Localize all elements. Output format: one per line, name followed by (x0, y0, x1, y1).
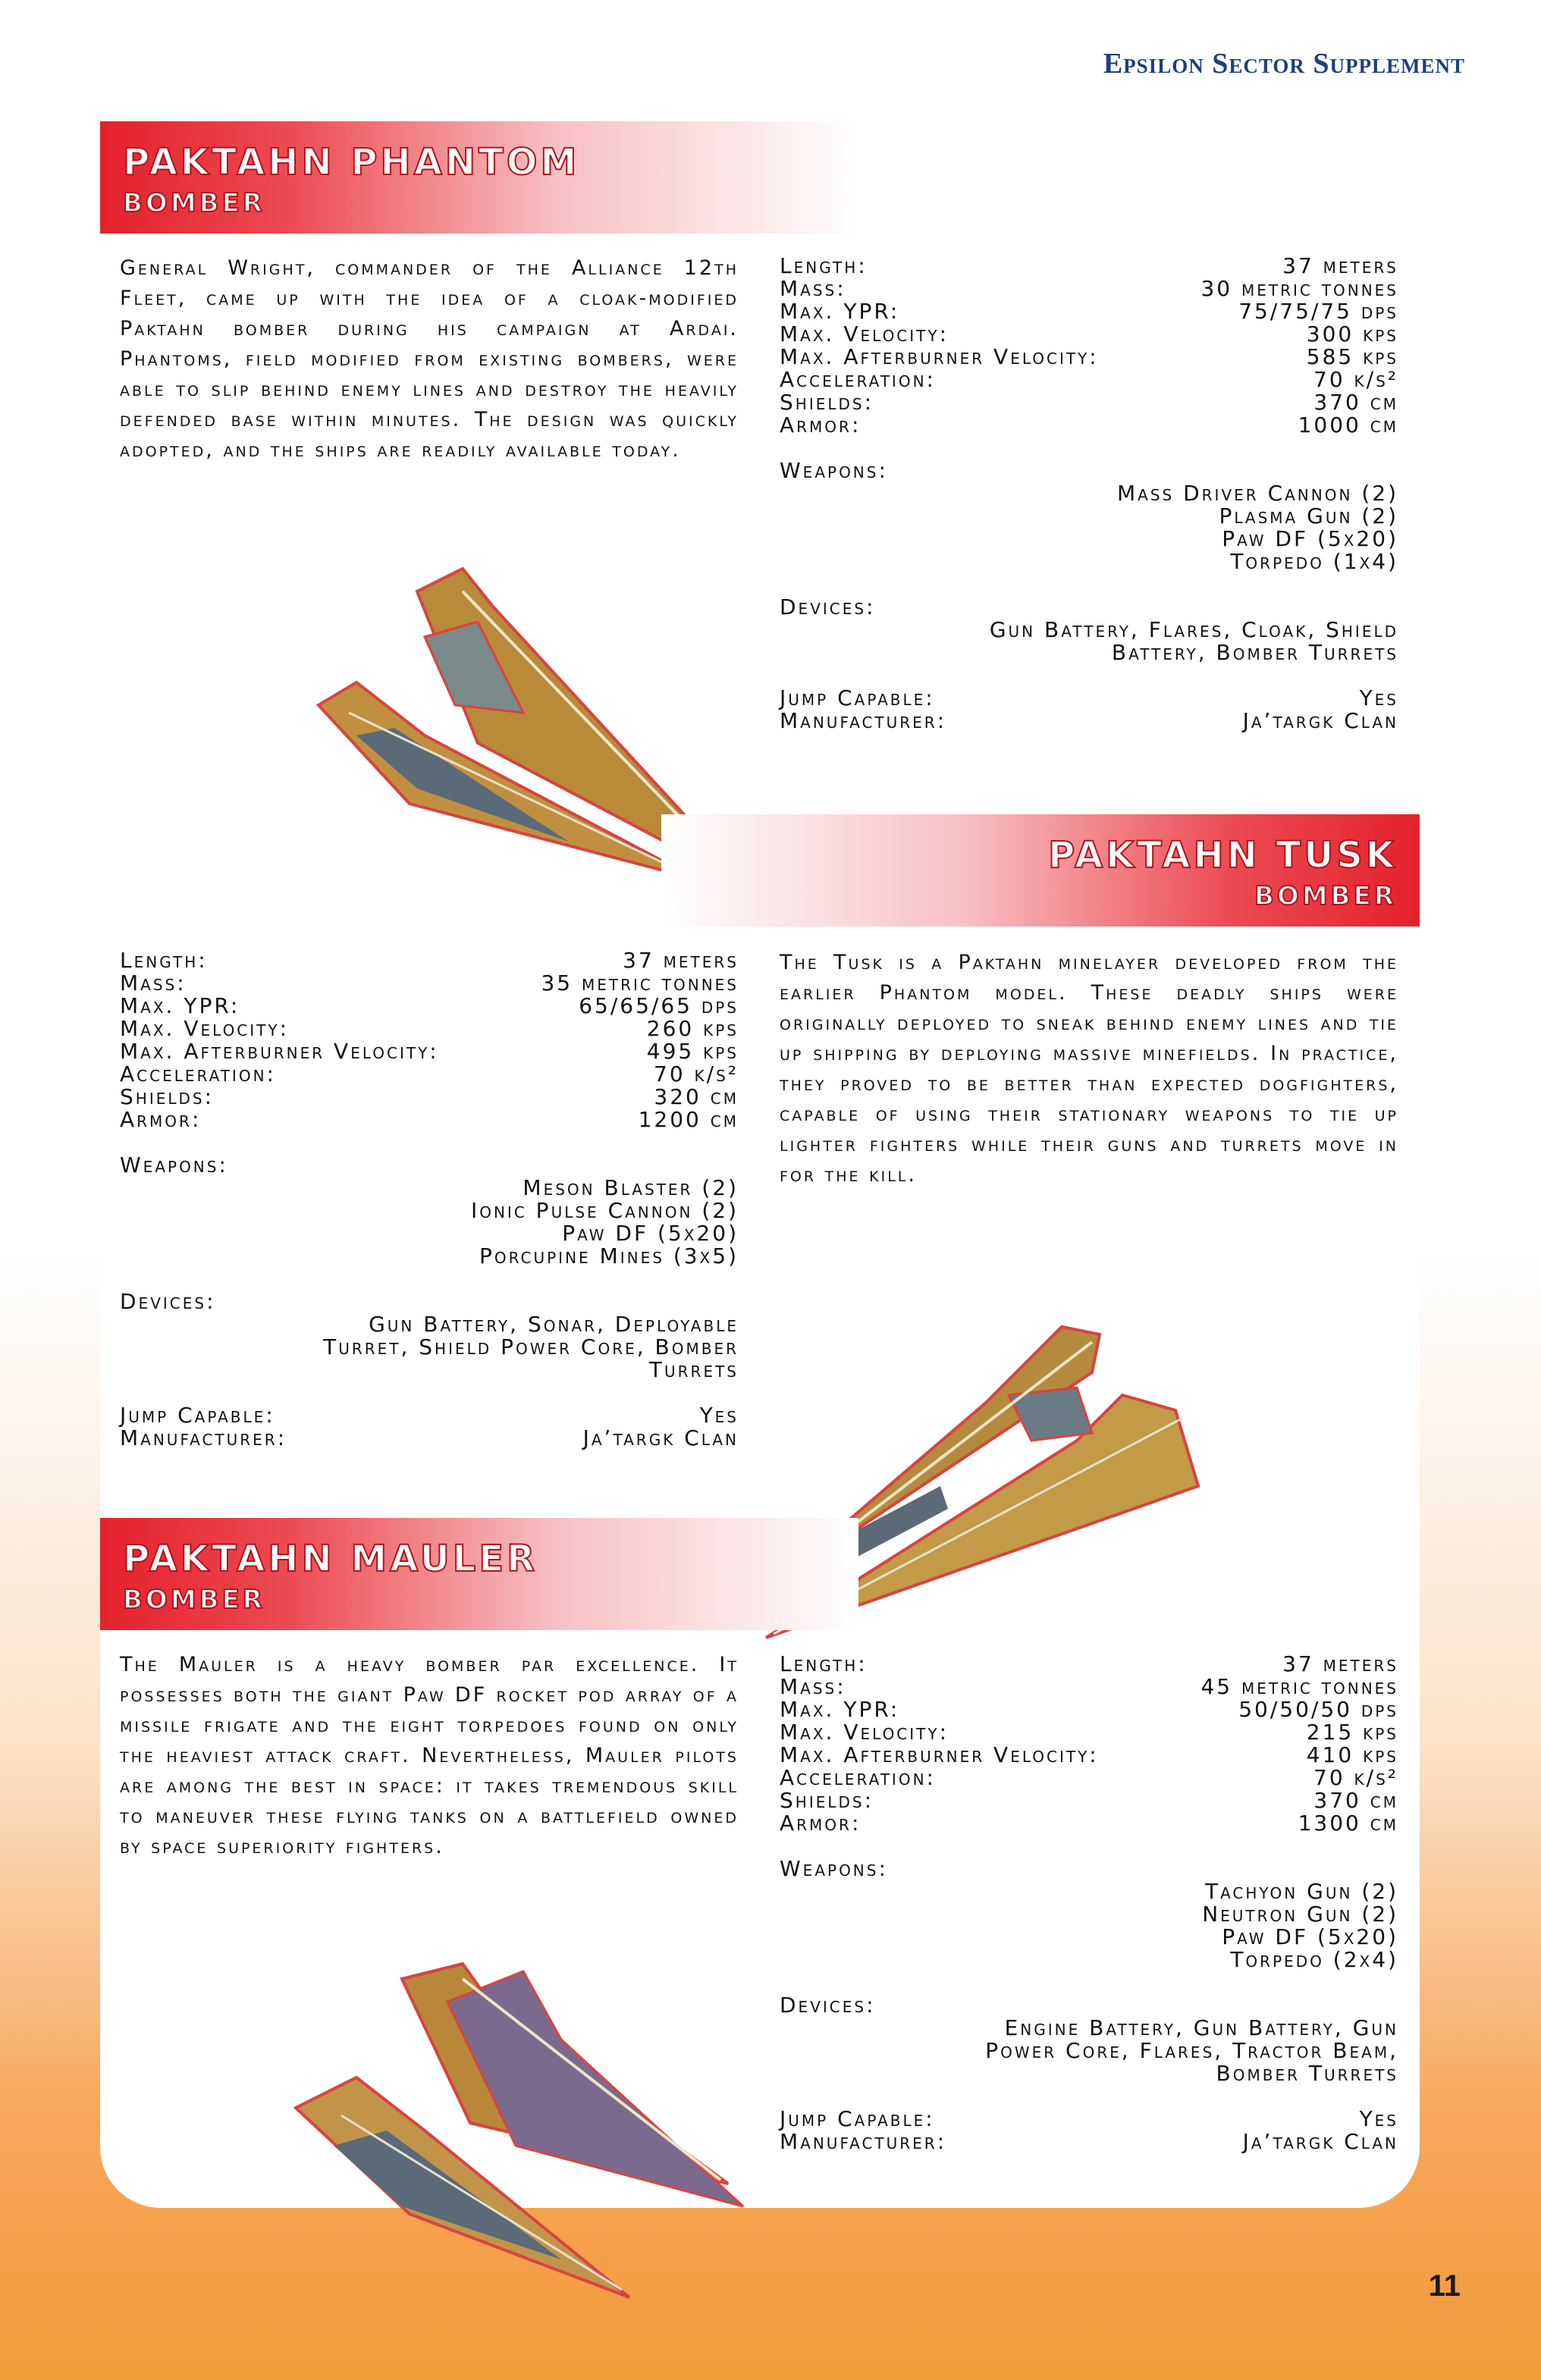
ship-class: BOMBER (1254, 881, 1397, 911)
spec-row: Max. YPR: 75/75/75 dps (780, 299, 1398, 324)
phantom-banner (100, 121, 858, 234)
spec-row: Shields: 370 cm (780, 1788, 1398, 1813)
spec-row: Acceleration: 70 k/s² (120, 1061, 739, 1087)
ship-name: PAKTAHN PHANTOM (123, 141, 580, 183)
mauler-banner (100, 1518, 858, 1630)
spec-row: Max. Afterburner Velocity: 410 kps (780, 1742, 1398, 1767)
spec-row: Armor: 1300 cm (780, 1811, 1398, 1836)
spec-row: Max. Velocity: 300 kps (780, 321, 1398, 346)
manufacturer-row: Manufacturer: Ja’targk Clan (120, 1425, 739, 1450)
devices-list: Engine Battery, Gun Battery, Gun Power Core, Flares, Tractor Beam, Bomber Turrets (985, 2015, 1398, 2086)
phantom-description: General Wright, commander of the Alliance 12th Fleet, came up with the idea of a cloak-modified Paktahn bomber during his campaign at Ardai. Phantoms, field modified from existing bombers, were able to slip behind enemy lines and destroy the heavily defended base within minutes. The design was quickly adopted, and the ships are readily available today. (120, 256, 739, 462)
devices-list: Gun Battery, Sonar, Deployable Turret, Shield Power Core, Bomber Turrets (323, 1312, 739, 1382)
spec-row: Mass: 45 metric tonnes (780, 1674, 1398, 1699)
spec-row: Acceleration: 70 k/s² (780, 1765, 1398, 1790)
devices-label: Devices: (780, 594, 876, 619)
supplement-title: Epsilon Sector Supplement (1103, 48, 1465, 80)
weapons-list: Meson Blaster (2) Ionic Pulse Cannon (2) Paw DF (5x20) Porcupine Mines (3x5) (470, 1175, 739, 1268)
devices-list: Gun Battery, Flares, Cloak, Shield Battery, Bomber Turrets (989, 617, 1398, 665)
spec-row: Shields: 370 cm (780, 390, 1398, 415)
weapons-label: Weapons: (780, 1856, 888, 1881)
phantom-specs (780, 255, 1398, 732)
weapons-list: Tachyon Gun (2) Neutron Gun (2) Paw DF (5x20) Torpedo (2x4) (1202, 1879, 1398, 1972)
manufacturer-row: Manufacturer: Ja’targk Clan (780, 708, 1398, 733)
spec-row: Max. Afterburner Velocity: 585 kps (780, 344, 1398, 369)
weapons-label: Weapons: (120, 1152, 228, 1177)
ship-class: BOMBER (123, 1585, 265, 1615)
tusk-banner (661, 814, 1420, 927)
spec-row: Length: 37 meters (780, 1651, 1398, 1676)
spec-row: Armor: 1000 cm (780, 412, 1398, 437)
spec-row: Mass: 35 metric tonnes (120, 971, 739, 996)
devices-label: Devices: (780, 1993, 876, 2018)
ship-class: BOMBER (123, 188, 265, 218)
spec-row: Shields: 320 cm (120, 1084, 739, 1109)
spec-row: Length: 37 meters (780, 253, 1398, 278)
spec-row: Armor: 1200 cm (120, 1107, 739, 1132)
spec-row: Max. YPR: 50/50/50 dps (780, 1697, 1398, 1722)
tusk-specs (120, 949, 739, 1450)
weapons-list: Mass Driver Cannon (2) Plasma Gun (2) Paw DF (5x20) Torpedo (1x4) (1116, 481, 1398, 574)
tusk-description: The Tusk is a Paktahn minelayer developed from the earlier Phantom model. These deadly ships were originally deployed to sneak behind enemy lines and tie up shipping by deploying massive minefields. In practice, they proved to be better than expected dogfighters, capable of using their stationary weapons to tie up lighter fighters while their guns and turrets move in for the kill. (780, 951, 1398, 1187)
spec-row: Max. Afterburner Velocity: 495 kps (120, 1039, 739, 1064)
mauler-description: The Mauler is a heavy bomber par excellence. It possesses both the giant Paw DF rocket pod array of a missile frigate and the eight torpedoes found on only the heaviest attack craft. Nevertheless, Mauler pilots are among the best in space: it takes tremendous skill to maneuver these flying tanks on a battlefield owned by space superiority fighters. (120, 1653, 739, 1858)
spec-row: Acceleration: 70 k/s² (780, 367, 1398, 392)
spec-row: Max. Velocity: 260 kps (120, 1016, 739, 1041)
spec-row: Length: 37 meters (120, 948, 739, 973)
spec-row: Mass: 30 metric tonnes (780, 276, 1398, 301)
ship-name: PAKTAHN MAULER (123, 1538, 538, 1580)
mauler-ship-image (273, 1956, 758, 2305)
manufacturer-row: Manufacturer: Ja’targk Clan (780, 2129, 1398, 2154)
jump-row: Jump Capable: Yes (780, 2106, 1398, 2131)
spec-row: Max. Velocity: 215 kps (780, 1720, 1398, 1745)
jump-row: Jump Capable: Yes (780, 685, 1398, 710)
page-number: 11 (1428, 2269, 1461, 2303)
spec-row: Max. YPR: 65/65/65 dps (120, 993, 739, 1018)
mauler-specs (780, 1653, 1398, 2153)
devices-label: Devices: (120, 1289, 216, 1314)
jump-row: Jump Capable: Yes (120, 1403, 739, 1428)
weapons-label: Weapons: (780, 458, 888, 483)
ship-name: PAKTAHN TUSK (1048, 834, 1397, 876)
